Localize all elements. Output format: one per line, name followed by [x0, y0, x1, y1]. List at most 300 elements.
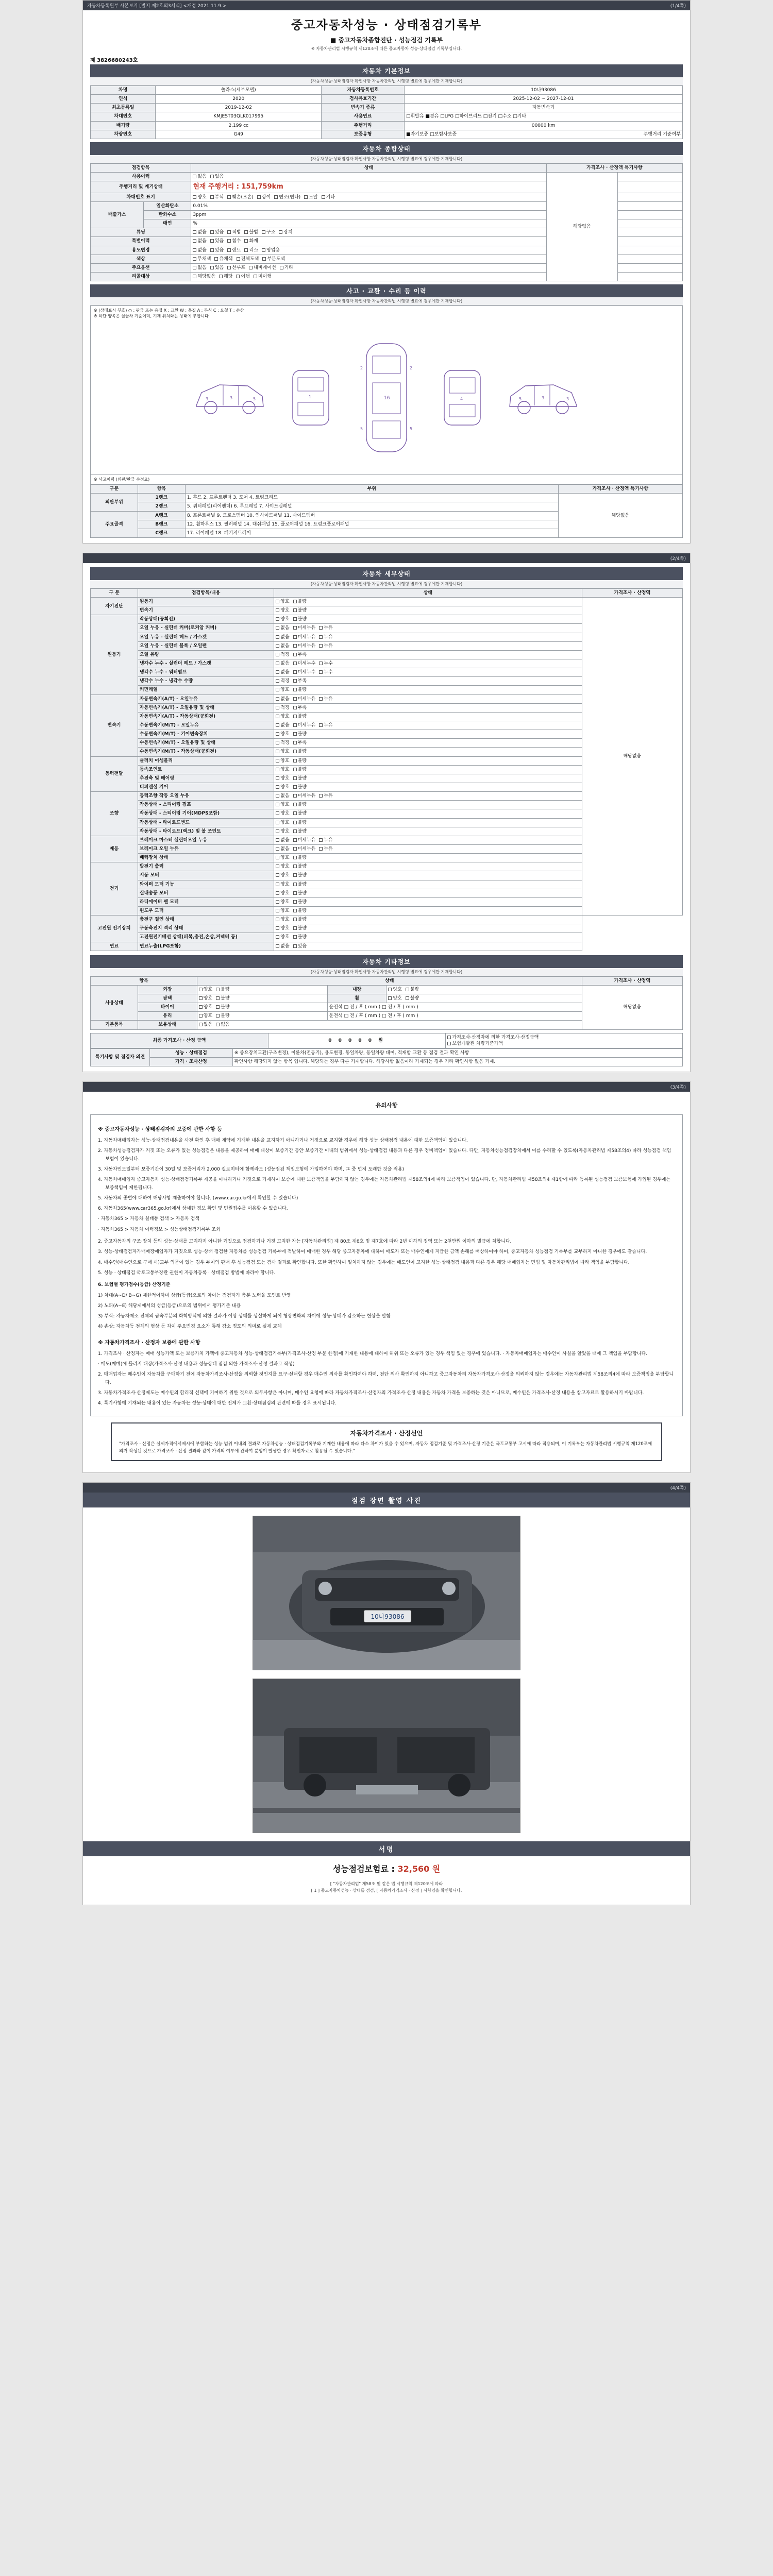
detail-item-idle: 작동상태(공회전) — [138, 615, 274, 624]
detail-state-idle: 양호 불량 — [274, 615, 582, 624]
svg-text:5: 5 — [360, 426, 363, 431]
photo-underbody-illustration — [253, 1679, 520, 1833]
detail-state-coolant-head: 없음 미세누수 누수 — [274, 659, 582, 668]
overall-price-note: 해당없음 — [546, 172, 617, 281]
overall-remark-10 — [617, 255, 682, 263]
svg-text:5: 5 — [253, 396, 256, 401]
page-subnote: ※ 자동차관리법 시행규칙 제120조에 따른 중고자동차 성능·상태점검 기록부입니다. — [311, 46, 462, 51]
topbar-page-number: (1/4쪽) — [670, 4, 686, 9]
final-price-table — [90, 1033, 683, 1048]
table-row — [91, 985, 683, 994]
accident-division-frame: 주요골격 — [91, 511, 138, 537]
other-price-note: 해당없음 — [582, 985, 682, 1029]
document-page-4 — [82, 1482, 691, 1905]
notice-item: 2. 자동차성능점검자가 거짓 또는 오류가 있는 성능점검은 내용을 제공하여 매매 대상이 보증기간 동안 보증기간 이내의 범위에서 성능·상태점검 내용과 다른 경우 정비책임이 있습니다. 다만, 자동차성능점검장치에서 이를 수리할 수 있도록(자동차관리법 제58조의4) 따라 성능점검 책임보험이 있습니다. — [98, 1148, 671, 1162]
basic-label-trans: 변속기 종류 — [322, 104, 405, 112]
detail-item-hv-battery: 구동축전지 격리 상태 — [138, 924, 274, 933]
detail-state-waterpump: 없음 미세누수 누수 — [274, 668, 582, 677]
detail-state-diff: 양호 불량 — [274, 783, 582, 792]
detail-state-radiator-fan: 양호 불량 — [274, 897, 582, 906]
detail-state-ps-gear: 양호 불량 — [274, 809, 582, 818]
detail-item-engine-diag: 원동기 — [138, 598, 274, 606]
detail-item-clutch: 클러치 어셈블리 — [138, 756, 274, 765]
svg-text:3: 3 — [206, 396, 209, 401]
detail-state-table — [90, 588, 683, 951]
other-col-price: 가격조사 · 산정액 — [582, 976, 682, 985]
detail-state-coolant-level: 적정 부족 — [274, 677, 582, 686]
detail-item-oilpan: 오일 누유 - 실린더 블록 / 오일팬 — [138, 641, 274, 650]
detail-col-division: 구 분 — [91, 588, 138, 597]
basic-value-odo: 00000 km — [404, 121, 682, 130]
detail-state-oil-level: 적정 부족 — [274, 650, 582, 659]
detail-item-booster: 배력장치 상태 — [138, 854, 274, 862]
odo-std-label: 주행거리 기준여부 — [643, 131, 681, 137]
section-detail-note: (자동차성능·상태점검자 확인사항 자동차관리법 시행령 별표에 경우에만 기재합니다) — [90, 580, 683, 588]
overall-state-table — [90, 163, 683, 281]
accident-header-row — [91, 485, 683, 494]
detail-group-powertrain: 동력전달 — [91, 756, 138, 792]
car-side-right-diagram — [505, 369, 582, 426]
accident-col-rank: 항목 — [138, 485, 185, 494]
topbar3-page: (3/4쪽) — [670, 1085, 686, 1091]
other-tire-front-detail: 운전석 □ 전 / 후 ( mm ) □ 전 / 후 ( mm ) — [327, 1003, 582, 1012]
overall-remark-8 — [617, 237, 682, 246]
overall-label-special: 특별이력 — [91, 237, 191, 246]
notice-item: 2. 매매업자는 매수인이 자동차를 구매하기 전에 자동차가격조사·산정을 의뢰할 것인지를 요구·선택할 경우 매수인 의사를 확인하여야 하며, 전단 의사 확인하지 아니하고 중고자동차의 자동차가격조사·산정을 의뢰하지 않는 경우에는 자동차관리법 제58조의4에 따라 보증책임을 부담합니다. — [98, 1372, 674, 1385]
detail-state-commonrail: 양호 불량 — [274, 686, 582, 694]
table-row — [91, 130, 683, 139]
detail-item-trans-diag: 변속기 — [138, 606, 274, 615]
detail-state-mt-idle: 양호 불량 — [274, 748, 582, 756]
table-row — [91, 86, 683, 95]
accident-division-exterior: 외판부위 — [91, 494, 138, 511]
table-row — [91, 1033, 683, 1048]
basic-label-inspection-period: 검사유효기간 — [322, 95, 405, 104]
table-row — [91, 494, 683, 502]
topbar-left-text: 자동차등록원부 사본보기 [별지 제2호의3서식] <개정 2021.11.9.> — [87, 4, 227, 9]
detail-item-rocker: 오일 누유 - 실린더 커버(로커암 커버) — [138, 624, 274, 633]
detail-state-brake-oil: 없음 미세누유 누유 — [274, 845, 582, 854]
detail-group-engine: 원동기 — [91, 615, 138, 694]
detail-item-oil-level: 오일 유량 — [138, 650, 274, 659]
detail-item-coolant-head: 냉각수 누수 - 실린더 헤드 / 가스켓 — [138, 659, 274, 668]
detail-state-fuel-leak: 없음 있음 — [274, 942, 582, 951]
accident-history-note: ※ 사고이력 (외판/판금 수정요) — [90, 475, 683, 484]
overall-state-vin-mark: 양호 부식 훼손(오손) 상이 변조(변타) 도말 기타 — [191, 193, 546, 201]
accident-parts-table — [90, 484, 683, 538]
basic-label-vin: 차대번호 — [91, 112, 156, 121]
page2-topbar — [83, 553, 690, 563]
overall-sub-smoke: 매연 — [144, 219, 191, 228]
overall-state-special: 없음 있음 침수 화재 — [191, 237, 546, 246]
basic-value-trans: 자동변속기 — [404, 104, 682, 112]
detail-item-ps-leak: 동력조향 작동 오일 누유 — [138, 792, 274, 801]
detail-group-fuel: 연료 — [91, 942, 138, 951]
basic-value-car-name: 쏠라스(세부모델) — [156, 86, 322, 95]
detail-state-starter: 양호 불량 — [274, 871, 582, 880]
other-state-polish: 양호 불량 — [197, 994, 327, 1003]
overall-label-usechange: 용도변경 — [91, 246, 191, 255]
overall-remark-1 — [617, 172, 682, 181]
table-row — [91, 95, 683, 104]
detail-item-fuel-leak: 연료누출(LPG포함) — [138, 942, 274, 951]
detail-item-brake-oil: 브레이크 오일 누유 — [138, 845, 274, 854]
notice-item: · 자동차365 > 자동차 이력정보 > 성능상태점검기록부 조회 — [98, 1227, 221, 1232]
detail-item-head-gasket: 오일 누유 - 실린더 헤드 / 가스켓 — [138, 633, 274, 641]
detail-state-at-level: 적정 부족 — [274, 703, 582, 712]
detail-item-at-idle: 자동변속기(A/T) - 작동상태(공회전) — [138, 712, 274, 721]
svg-text:5: 5 — [519, 396, 522, 401]
svg-text:5: 5 — [410, 426, 413, 431]
photo-front-illustration — [253, 1516, 520, 1670]
detail-state-wiper: 양호 불량 — [274, 880, 582, 889]
other-label-exterior: 외장 — [138, 985, 197, 994]
overall-label-vin-mark: 차대번호 표기 — [91, 193, 191, 201]
accident-price-note: 해당없음 — [558, 494, 682, 538]
detail-item-hv-wiring: 고전원전기배선 상태(피복,충전,손상,커넥터 등) — [138, 933, 274, 942]
price-basis-option-1: 가격조사·산정자에 의한 가격조사·산정금액 — [452, 1035, 539, 1040]
overall-remark-4 — [617, 201, 682, 210]
notice-item: 1. 가격조사 · 산정자는 매매 성능가액 또는 보증가치 가액에 중고자동차 성능·상태점검기록부(가격조사·산정 부문 한정)에 기재한 내용에 대하여 허위 또는 오류가 있는 경우 책임 있는 경우에 있습니다. · 자동차매매업자는 매수인이 사실을 알았을 때에 그 책임을 부담합니다. — [98, 1351, 648, 1357]
footer-line-2: [ 1 ] 중고자동차성능 · 상태를 점검, [ 자동차가격조사 · 산정 ] 사항임을 확인합니다. — [311, 1888, 462, 1893]
table-row — [91, 1057, 683, 1066]
detail-header-row — [91, 588, 683, 597]
section-overall-title: 자동차 종합상태 — [90, 142, 683, 155]
page4-topbar — [83, 1483, 690, 1493]
notice-item: 6. 자동차365(www.car365.go.kr)에서 상세한 정보 확인 및 민원접수를 이용할 수 있습니다. — [98, 1206, 288, 1212]
notice-subitem: 2) 노피(A~E) 해당제에서의 성급(등급)으로의 범위에서 평가기준 내용 — [98, 1303, 241, 1309]
detail-state-cvjoint: 양호 불량 — [274, 765, 582, 774]
basic-value-reg-no: 10나93086 — [404, 86, 682, 95]
notice-subitem: 1) 차대(A~D/ B~G) 제한적이하며 상급(등급)으로의 차이는 점검자가 충분 노력을 포인트 반영 — [98, 1293, 291, 1298]
notice-item: 4. 특기사항에 기재되는 내용이 있는 자동차는 성능·상태에 대한 전체가 교환·상태점검의 관련에 따를 경우 표시됩니다. — [98, 1401, 337, 1406]
detail-item-mt-leak: 수동변속기(M/T) - 오일누유 — [138, 721, 274, 730]
overall-state-co: 0.01% — [191, 201, 546, 210]
declaration-body: "가격조사 · 산정은 실제가격에서제시에 부합하는 성능 범위 이내의 결과로 자동차성능 · 상태점검기록부와 기재한 내용에 따라 다소 차이가 있을 수 있으며, 자동차 점검기준 및 가격조사·산정 기준은 국토교통부 고시에 따라 적용되며, 이 기록부는 자동차관리법 시행규칙 제120조에 의거 작성된 것으로 가격조사 · 산정 결과와 같이 가격의 여부에 관하여 분쟁이 발생한 경우 확인자료로 활용될 수 있습니다." — [119, 1441, 652, 1454]
basic-label-warranty: 보증유형 — [322, 130, 405, 139]
notice-item: · 매도(매매)에 들리지 대상(가격조사·산정 내용과 성능상태 점검 의한 가격조사·산정 결과로 작성) — [98, 1362, 295, 1367]
overall-state-options: 없음 있음 선루프 내비게이션 기타 — [191, 263, 546, 272]
table-row — [91, 112, 683, 121]
car-front-diagram — [280, 364, 342, 431]
detail-item-window-motor: 윈도우 모터 — [138, 906, 274, 915]
notice-item: 3. 성능·상태점검자가매매장에업자가 거짓으로 성능·상태 점검한 자동차를 성능점검 기록부에 적발하여 매매한 경우 해당 중고자동차에 대하여 매도자 또는 매수인에게 지급한 금액 손해를 배상하여야 하며, 중고자동차 성능점검 기록부를 교부하지 아니한 경우에도 같습니다. — [98, 1249, 647, 1255]
detail-group-steering: 조향 — [91, 792, 138, 836]
accident-rank-1: 1랭크 — [138, 494, 185, 502]
notice-title: 유의사항 — [375, 1102, 398, 1109]
detail-state-mt-leak: 없음 미세누유 누유 — [274, 721, 582, 730]
svg-text:1: 1 — [309, 394, 312, 399]
other-state-holding: 있음 없음 — [197, 1021, 582, 1029]
accident-rank-a: A랭크 — [138, 511, 185, 520]
notice-item: · 자동차365 > 자동차 실태통 검색 > 자동차 검색 — [98, 1216, 200, 1222]
notice-subitem: 4) 손상: 자동차등 전체의 형상 등 차이 주요변경 요소가 통해 감소 정도의 의미로 실제 교체 — [98, 1324, 282, 1330]
svg-text:3: 3 — [566, 396, 569, 401]
detail-item-mt-idle: 수동변속기(M/T) - 작동상태(공회전) — [138, 748, 274, 756]
document-header — [83, 10, 690, 54]
basic-label-first-reg: 최초등록일 — [91, 104, 156, 112]
accident-legend-line2: ※ 하단 양쪽은 실물차 기준이며, 기재 위치와는 상태에 부합니다 — [94, 314, 209, 319]
other-label-wheel: 휠 — [327, 994, 386, 1003]
overall-label-options: 주요옵션 — [91, 263, 191, 272]
table-row — [91, 172, 683, 181]
table-row — [91, 942, 683, 951]
overall-state-recall: 해당없음 해당 이행 미이행 — [191, 272, 546, 281]
accident-rank-b: B랭크 — [138, 520, 185, 529]
table-row — [91, 104, 683, 112]
fee-label: 성능점검보험료 : — [332, 1863, 395, 1874]
inspection-fee — [83, 1856, 690, 1878]
basic-value-warranty — [404, 130, 682, 139]
overall-col-state: 상태 — [191, 163, 546, 172]
basic-label-car-name: 차명 — [91, 86, 156, 95]
detail-state-balljoint: 양호 불량 — [274, 827, 582, 836]
detail-item-propshaft: 추진축 및 베어링 — [138, 774, 274, 783]
basic-value-fuel: □휘발유 ■경유 □LPG □하이브리드 □전기 □수소 □기타 — [404, 112, 682, 121]
detail-item-ps-pump: 작동상태 - 스티어링 펌프 — [138, 801, 274, 809]
detail-item-cvjoint: 등속조인트 — [138, 765, 274, 774]
accident-parts-2: 5. 쿼터패널(리어펜더) 6. 루프패널 7. 사이드실패널 — [185, 502, 558, 511]
detail-item-commonrail: 커먼레일 — [138, 686, 274, 694]
other-label-glass: 유리 — [138, 1012, 197, 1021]
other-label-polish: 광택 — [138, 994, 197, 1003]
page-topbar — [83, 1, 690, 10]
detail-item-alternator: 발전기 출력 — [138, 862, 274, 871]
detail-state-hv-battery: 양호 불량 — [274, 924, 582, 933]
section-photo-title: 점검 장면 촬영 사진 — [83, 1493, 690, 1507]
overall-remark-9 — [617, 246, 682, 255]
section-other-note: (자동차성능·상태점검자 확인사항 자동차관리법 시행령 별표에 경우에만 기재합니다) — [90, 968, 683, 976]
basic-value-year: 2020 — [156, 95, 322, 104]
overall-sub-hc: 탄화수소 — [144, 210, 191, 219]
final-price-basis — [446, 1033, 683, 1048]
detail-state-blower: 양호 불량 — [274, 889, 582, 897]
notice-head-2: ※ 자동차가격조사 · 산정자 보증에 관한 사항 — [98, 1340, 200, 1346]
detail-item-balljoint: 작동상태 - 타이로드(랙크) 및 볼 조인트 — [138, 827, 274, 836]
svg-text:2: 2 — [360, 365, 363, 370]
overall-remark-2 — [617, 181, 682, 193]
detail-price-note: 해당없음 — [582, 598, 682, 916]
accident-rank-2: 2랭크 — [138, 502, 185, 511]
detail-state-at-leak: 없음 미세누유 누유 — [274, 694, 582, 703]
other-col-state: 상태 — [197, 976, 582, 985]
document-page-2 — [82, 553, 691, 1072]
detail-state-trans-diag: 양호 불량 — [274, 606, 582, 615]
page-subtitle: ■ 중고자동차종합진단 · 성능점검 기록부 — [330, 37, 443, 44]
svg-text:2: 2 — [410, 365, 413, 370]
page3-topbar — [83, 1082, 690, 1092]
other-label-holding: 보유상태 — [138, 1021, 197, 1029]
accident-parts-5: 17. 리어패널 18. 패키지트레이 — [185, 529, 558, 537]
detail-col-state: 상태 — [274, 588, 582, 597]
accident-legend-line1: ※ (상태표시 부호) ○ : 판금 또는 용접 X : 교환 W : 흠집 A : 부식 C : 요철 T : 손상 — [94, 308, 244, 313]
warranty-options: ■자기보증 □보험사보증 — [406, 131, 457, 137]
car-side-left-diagram — [191, 369, 268, 426]
overall-label-tuning: 튜닝 — [91, 228, 191, 237]
footer-line-1: [ "자동차관리법" 제58조 및 같은 법 시행규칙 제120조에 따라 — [330, 1881, 443, 1886]
notice-item: 3. 자동차가격조사·산정제도는 매수인의 합리적 선택에 기여하기 위한 것으로 의무사항은 아니며, 매수인 요청에 따라 자동차가격조사·산정자의 가격조사·산정 내용은 자동차 가격을 보증하는 것은 아니므로, 매수인은 가격조사·산정 내용을 참고자료로 활용하시기 바랍니다. — [98, 1390, 644, 1396]
other-state-tire: 양호 불량 — [197, 1003, 327, 1012]
overall-state-color: 무채색 유채색 전체도색 부분도색 — [191, 255, 546, 263]
notice-item: 5. 자동차의 종별에 대하여 해당사항 제출하여야 합니다. (www.car.go.kr에서 확인할 수 있습니다) — [98, 1195, 298, 1201]
detail-col-price: 가격조사 · 산정액 — [582, 588, 682, 597]
notice-subhead: 6. 보험별 평가점수(등급) 산정기준 — [98, 1282, 171, 1288]
overall-label-odometer: 주행거리 및 계기상태 — [91, 181, 191, 193]
basic-value-vin: KMJEST03QLK017995 — [156, 112, 322, 121]
document-footer — [83, 1878, 690, 1900]
detail-state-engine-diag: 양호 불량 — [274, 598, 582, 606]
detail-state-master-cyl: 없음 미세누유 누유 — [274, 836, 582, 844]
fee-amount: 32,560 원 — [397, 1863, 441, 1874]
section-accident-title: 사고 · 교환 · 수리 등 이력 — [90, 284, 683, 297]
detail-item-at-level: 자동변속기(A/T) - 오일유량 및 상태 — [138, 703, 274, 712]
detail-state-rocker: 없음 미세누유 누유 — [274, 624, 582, 633]
accident-parts-1: 1. 후드 2. 프론트펜더 3. 도어 4. 트렁크리드 — [185, 494, 558, 502]
detail-state-hv-wiring: 양호 불량 — [274, 933, 582, 942]
section-other-title: 자동차 기타정보 — [90, 955, 683, 968]
detail-state-at-idle: 양호 불량 — [274, 712, 582, 721]
overall-remark-11 — [617, 263, 682, 272]
topbar2-page: (2/4쪽) — [670, 556, 686, 562]
overall-state-usage: 없음 있음 — [191, 172, 546, 181]
section-basic-title: 자동차 기본정보 — [90, 64, 683, 77]
accident-legend — [90, 306, 683, 320]
detail-item-ps-gear: 작동상태 - 스티어링 기어(MDPS포함) — [138, 809, 274, 818]
detail-state-charge-port: 양호 불량 — [274, 916, 582, 924]
table-row — [91, 598, 683, 606]
other-group-basicitems: 기본품목 — [91, 1021, 138, 1029]
detail-state-tierod-end: 양호 불량 — [274, 818, 582, 827]
final-price-label: 최종 가격조사 · 산정 금액 — [91, 1033, 268, 1048]
overall-remark-3 — [617, 193, 682, 201]
detail-state-clutch: 양호 불량 — [274, 756, 582, 765]
table-row — [91, 933, 683, 942]
notice-head-1: ※ 중고자동차성능 · 상태점검자의 보증에 관한 사항 등 — [98, 1127, 222, 1133]
other-header-row — [91, 976, 683, 985]
detail-item-mt-level: 수동변속기(M/T) - 오일유량 및 상태 — [138, 739, 274, 748]
accident-col-division: 구분 — [91, 485, 138, 494]
overall-col-price: 가격조사 · 산정액 특기사항 — [546, 163, 682, 172]
table-row — [91, 121, 683, 130]
accident-parts-3: 8. 프론트패널 9. 크로스멤버 10. 인사이드패널 11. 사이드멤버 — [185, 511, 558, 520]
detail-state-head-gasket: 없음 미세누유 누유 — [274, 633, 582, 641]
detail-state-oilpan: 없음 미세누유 누유 — [274, 641, 582, 650]
overall-state-odometer — [191, 181, 546, 193]
svg-text:3: 3 — [230, 395, 233, 400]
detail-state-booster: 양호 불량 — [274, 854, 582, 862]
overall-col-item: 점검항목 — [91, 163, 191, 172]
detail-col-item: 점검항목/내용 — [138, 588, 274, 597]
detail-state-ps-leak: 없음 미세누유 누유 — [274, 792, 582, 801]
detail-item-coolant-level: 냉각수 누수 - 냉각수 수량 — [138, 677, 274, 686]
vehicle-damage-diagram — [90, 320, 683, 475]
notice-item: 4. 매수인(매수인으로 구매 시)교부 의문이 있는 경우 부여의 판매 후 성능점검 또는 검사 결과로 확인합니다. 또한 확인하여 일치하지 않는 경우에는 매도인이 고지한 성능·상태점검 내용과 다른 경우 해당 매매업자는 민법 및 자동차관리법에 따라 책임을 부담합니다. — [98, 1260, 630, 1265]
section-overall-note: (자동차성능·상태점검자 확인사항 자동차관리법 시행령 별표에 경우에만 기재합니다) — [90, 155, 683, 163]
other-info-table — [90, 976, 683, 1030]
notice-item: 4. 자동차매매업자 중고자동차 성능·상태점검기록부 제공을 아니하거나 거짓으로 기재하여 보증에 대한 보증책임을 부담하지 않는 경우에는 자동차관리법 제58조의4에 따라 보증책임이 있습니다. 단, 자동차관리법 제58조의4 제1항에 따라 등록된 성능점검 보증보험에 가입된 경우에는 보증책임이 제한됩니다. — [98, 1177, 671, 1191]
car-top-diagram — [353, 338, 420, 457]
other-tire-rear-detail: 운전석 □ 전 / 후 ( mm ) □ 전 / 후 ( mm ) — [327, 1012, 582, 1021]
accident-col-parts: 부위 — [185, 485, 558, 494]
inspection-photo-front — [253, 1516, 520, 1670]
basic-value-color: G49 — [156, 130, 322, 139]
detail-item-master-cyl: 브레이크 마스터 실린더오일 누유 — [138, 836, 274, 844]
remarks-label: 특기사항 및 점검자 의견 — [91, 1048, 150, 1066]
basic-label-fuel: 사용연료 — [322, 112, 405, 121]
detail-state-window-motor: 양호 불량 — [274, 906, 582, 915]
detail-item-diff: 디퍼렌셜 기어 — [138, 783, 274, 792]
remarks-table — [90, 1048, 683, 1066]
detail-group-transmission: 변속기 — [91, 694, 138, 756]
overall-remark-6 — [617, 219, 682, 228]
detail-group-selfdiag: 자기진단 — [91, 598, 138, 615]
overall-label-usage: 사용이력 — [91, 172, 191, 181]
detail-item-tierod-end: 작동상태 - 타이로드엔드 — [138, 818, 274, 827]
odometer-reading: 현재 주행거리 : 151,759km — [193, 183, 283, 191]
notice-box — [90, 1114, 683, 1416]
section-detail-title: 자동차 세부상태 — [90, 567, 683, 580]
svg-text:16: 16 — [384, 395, 390, 401]
other-group-condition: 사용상태 — [91, 985, 138, 1021]
notice-item: 2. 중고자동차의 구조·장치 등의 성능·상태를 고지하지 아니한 거짓으로 점검하거나 거짓 고지한 자는 [자동차관리법] 제 80조 제6호 및 제7호에 따라 2년 이하의 징역 또는 2천만원 이하의 벌금에 처합니다. — [98, 1239, 512, 1245]
detail-state-ps-pump: 양호 불량 — [274, 801, 582, 809]
basic-label-odo: 주행거리 — [322, 121, 405, 130]
detail-item-blower: 실내송풍 모터 — [138, 889, 274, 897]
basic-info-table — [90, 86, 683, 139]
section-accident-note: (자동차성능·상태점검자 확인사항 자동차관리법 시행령 별표에 경우에만 기재합니다) — [90, 297, 683, 306]
document-number: 제 3826680243호 — [90, 58, 138, 63]
detail-state-mt-shift: 양호 불량 — [274, 730, 582, 739]
detail-group-brake: 제동 — [91, 836, 138, 862]
accident-col-price: 가격조사 · 산정액 특기사항 — [558, 485, 682, 494]
page-title: 중고자동차성능 · 상태점검기록부 — [291, 19, 482, 32]
overall-state-usechange: 없음 있음 렌트 리스 영업용 — [191, 246, 546, 255]
other-state-glass: 양호 불량 — [197, 1012, 327, 1021]
other-state-interior: 양호 불량 — [386, 985, 582, 994]
car-rear-diagram — [431, 364, 493, 431]
basic-label-disp: 배기량 — [91, 121, 156, 130]
overall-remark-5 — [617, 210, 682, 219]
notice-item: 3. 자동차인도일부터 보증기간이 30일 및 보증거리가 2,000 킬로미터에 함께라도 (성능점검 책임보험에 가입하여야 하며, 그 중 먼저 도래한 것을 적용) — [98, 1166, 405, 1172]
svg-text:10나93086: 10나93086 — [371, 1613, 405, 1620]
remarks-row2-value: 확인사항 해당되지 않는 항목 입니다. 해당되는 경우 다른 기재합니다. 해당사항 없음이라 기재되는 경우 기타 확인사항 없음 기재. — [232, 1057, 682, 1066]
remarks-row1-label: 성능 · 상태점검 — [149, 1048, 232, 1057]
overall-state-hc: 3ppm — [191, 210, 546, 219]
table-row — [91, 916, 683, 924]
other-label-interior: 내장 — [327, 985, 386, 994]
detail-group-electrical: 전기 — [91, 862, 138, 916]
overall-sub-co: 일산화탄소 — [144, 201, 191, 210]
overall-label-recall: 리콜대상 — [91, 272, 191, 281]
declaration-box — [111, 1422, 662, 1461]
final-price-amount: 0 0 0 0 0 원 — [268, 1033, 446, 1048]
basic-label-year: 연식 — [91, 95, 156, 104]
declaration-title: 자동차가격조사 · 산정선언 — [350, 1429, 423, 1437]
overall-remark-7 — [617, 228, 682, 237]
svg-text:3: 3 — [542, 395, 545, 400]
inspection-photo-underbody — [253, 1679, 520, 1833]
overall-header-row — [91, 163, 683, 172]
document-page-3 — [82, 1081, 691, 1472]
detail-state-propshaft: 양호 불량 — [274, 774, 582, 783]
accident-rank-c: C랭크 — [138, 529, 185, 537]
basic-value-inspection-period: 2025-12-02 ~ 2027-12-01 — [404, 95, 682, 104]
price-basis-option-2: 보험개발원 차량기준가액 — [452, 1041, 503, 1046]
basic-value-disp: 2,199 cc — [156, 121, 322, 130]
remarks-row2-label: 가격 · 조사산정 — [149, 1057, 232, 1066]
table-row — [91, 1048, 683, 1057]
detail-state-alternator: 양호 불량 — [274, 862, 582, 871]
